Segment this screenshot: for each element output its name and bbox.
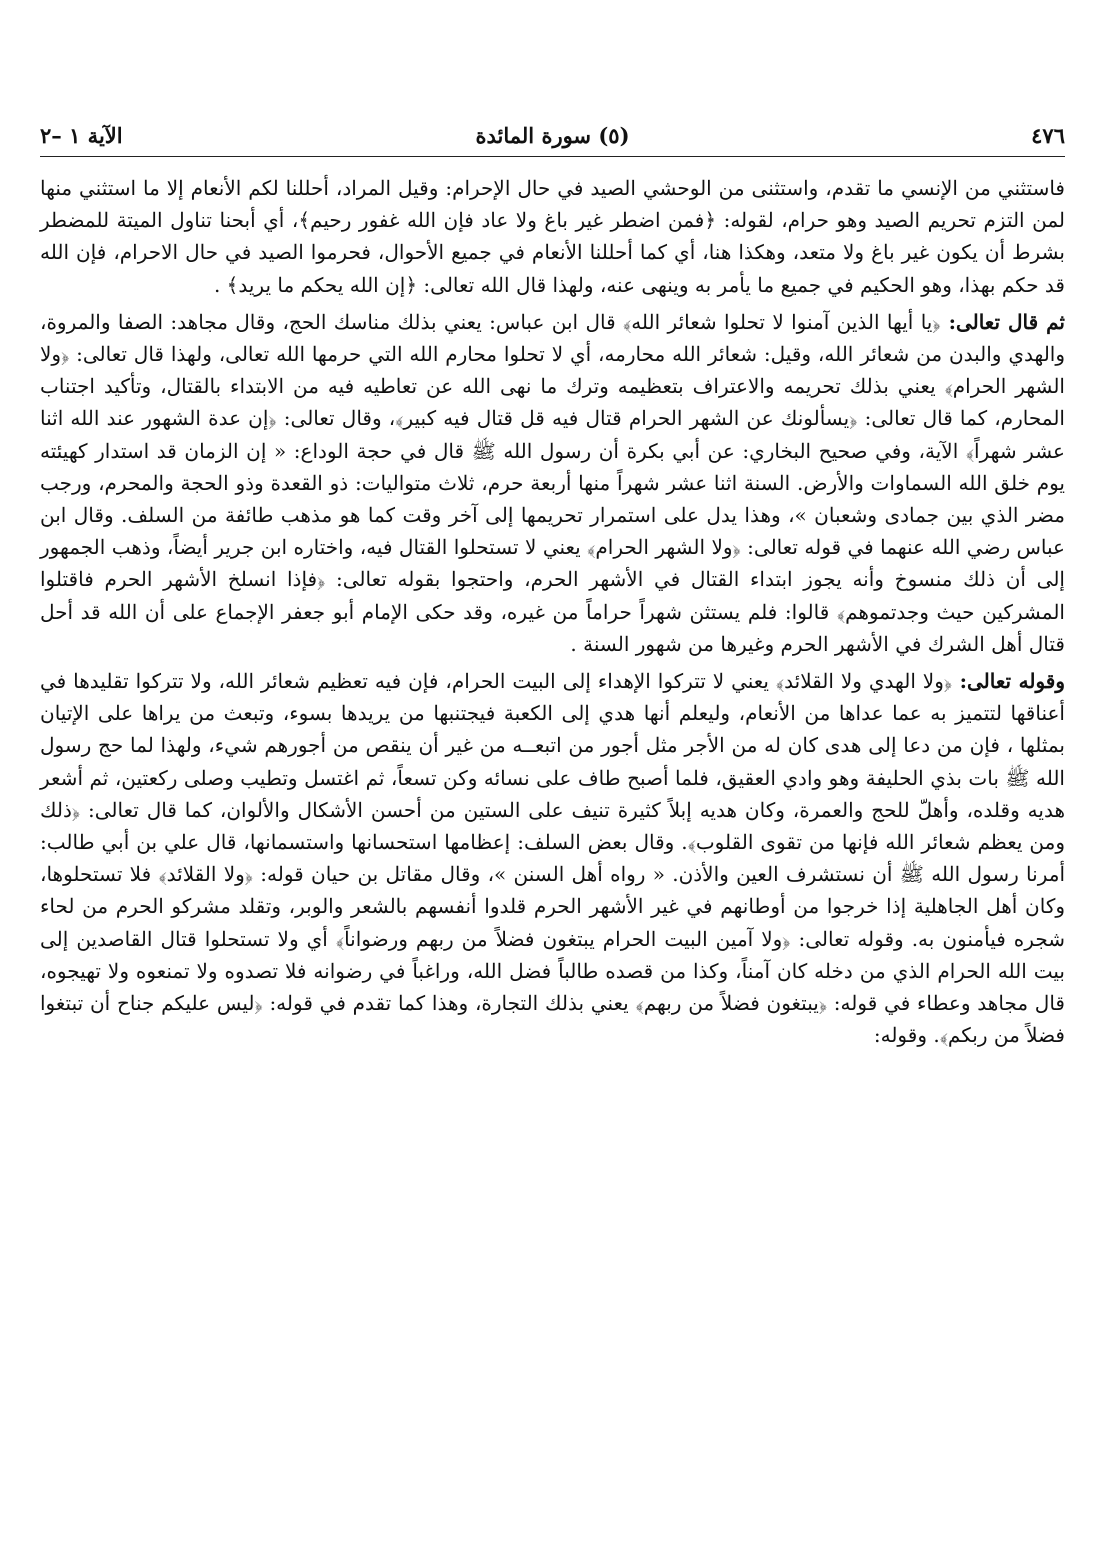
commentary-body <box>40 172 1065 1051</box>
page-number: ٤٧٦ <box>1031 123 1065 148</box>
paragraph-text: ﴿ولا الهدي ولا القلائد﴾ يعني لا تتركوا الإهداء إلى البيت الحرام، فإن فيه تعظيم شعائر الله، ولا تتركوا تقليدها في أعناقها لتتميز به عما عداها من الأنعام، وليعلم أنها هدي إلى الكعبة فيجتنبها من يريدها بسوء، وتبعث من يراها على الإتيان بمثلها ، فإن من دعا إلى هدى كان له من الأجر مثل أجور من اتبعــه من غير أن ينقص من أجورهم شيء، ولهذا لما حج رسول الله ﷺ بات بذي الحليفة وهو وادي العقيق، فلما أصبح طاف على نسائه وكن تسعاً، ثم اغتسل وتطيب وصلى ركعتين، ثم أشعر هديه وقلده، وأهلّ للحج والعمرة، وكان هديه إبلاً كثيرة تنيف على الستين من أحسن الأشكال والألوان، كما قال تعالى: ﴿ذلك ومن يعظم شعائر الله فإنها من تقوى القلوب﴾. وقال بعض السلف: إعظامها استحسانها واستسمانها، قال علي بن أبي طالب: أمرنا رسول الله ﷺ أن نستشرف العين والأذن. « رواه أهل السنن »، وقال مقاتل بن حيان قوله: ﴿ولا القلائد﴾ فلا تستحلوها، وكان أهل الجاهلية إذا خرجوا من أوطانهم في غير الأشهر الحرم قلدوا أنفسهم بالشعر والوبر، وتقلد مشركو الحرم من لحاء شجره فيأمنون به. وقوله تعالى: ﴿ولا آمين البيت الحرام يبتغون فضلاً من ربهم ورضواناً﴾ أي ولا تستحلوا قتال القاصدين إلى بيت الله الحرام الذي من دخله كان آمناً، وكذا من قصده طالباً فضل الله، وراغباً في رضوانه فلا تصدوه ولا تمنعوه ولا تهيجوه، قال مجاهد وعطاء في قوله: ﴿يبتغون فضلاً من ربهم﴾ يعني بذلك التجارة، وهذا كما تقدم في قوله: ﴿ليس عليكم جناح أن تبتغوا فضلاً من ربكم﴾. وقوله: <box>40 669 1065 1048</box>
paragraph-text: فاستثني من الإنسي ما تقدم، واستثنى من الوحشي الصيد في حال الإحرام: وقيل المراد، أحللنا لكم الأنعام إلا ما استثني منها لمن التزم تحريم الصيد وهو حرام، لقوله: ﴿فمن اضطر غير باغ ولا عاد فإن الله غفور رحيم﴾، أي أبحنا تناول الميتة للمضطر بشرط أن يكون غير باغ ولا متعد، وهكذا هنا، أي كما أحللنا الأنعام في جميع الأحوال، فحرموا الصيد في حال الاحرام، فإن الله قد حكم بهذا، وهو الحكيم في جميع ما يأمر به وينهى عنه، ولهذا قال الله تعالى: ﴿إن الله يحكم ما يريد﴾ . <box>40 176 1065 297</box>
surah-title: (٥) سورة المائدة <box>475 123 630 148</box>
paragraph-text: ﴿يا أيها الذين آمنوا لا تحلوا شعائر الله﴾ قال ابن عباس: يعني بذلك مناسك الحج، وقال مجاهد: الصفا والمروة، والهدي والبدن من شعائر الله، وقيل: شعائر الله محارمه، أي لا تحلوا محارم الله التي حرمها الله تعالى، ولهذا قال تعالى: ﴿ولا الشهر الحرام﴾ يعني بذلك تحريمه والاعتراف بتعظيمه وترك ما نهى الله عن تعاطيه فيه من الابتداء بالقتال، وتأكيد اجتناب المحارم، كما قال تعالى: ﴿يسألونك عن الشهر الحرام قتال فيه قل قتال فيه كبير﴾، وقال تعالى: ﴿إن عدة الشهور عند الله اثنا عشر شهراً﴾ الآية، وفي صحيح البخاري: عن أبي بكرة أن رسول الله ﷺ قال في حجة الوداع: « إن الزمان قد استدار كهيئته يوم خلق الله السماوات والأرض. السنة اثنا عشر شهراً منها أربعة حرم، ثلاث متواليات: ذو القعدة وذو الحجة والمحرم، ورجب مضر الذي بين جمادى وشعبان »، وهذا يدل على استمرار تحريمها إلى آخر وقت كما هو مذهب طائفة من السلف. وقال ابن عباس رضي الله عنهما في قوله تعالى: ﴿ولا الشهر الحرام﴾ يعني لا تستحلوا القتال فيه، واختاره ابن جرير أيضاً، وذهب الجمهور إلى أن ذلك منسوخ وأنه يجوز ابتداء القتال في الأشهر الحرم، واحتجوا بقوله تعالى: ﴿فإذا انسلخ الأشهر الحرم فاقتلوا المشركين حيث وجدتموهم﴾ قالوا: فلم يستثن شهراً حراماً من غيره، وقد حكى الإمام أبو جعفر الإجماع على أن الله قد أحل قتال أهل الشرك في الأشهر الحرم وغيرها من شهور السنة . <box>40 309 1065 656</box>
paragraph-lead: ثم قال تعالى: <box>940 309 1065 334</box>
paragraph-lead: وقوله تعالى: <box>952 669 1065 694</box>
page-header <box>40 115 1065 155</box>
header-divider <box>40 156 1065 157</box>
paragraph <box>40 172 1065 301</box>
verse-range: الآية ١ –٢ <box>40 123 123 148</box>
paragraph <box>40 665 1065 1051</box>
paragraph <box>40 306 1065 660</box>
